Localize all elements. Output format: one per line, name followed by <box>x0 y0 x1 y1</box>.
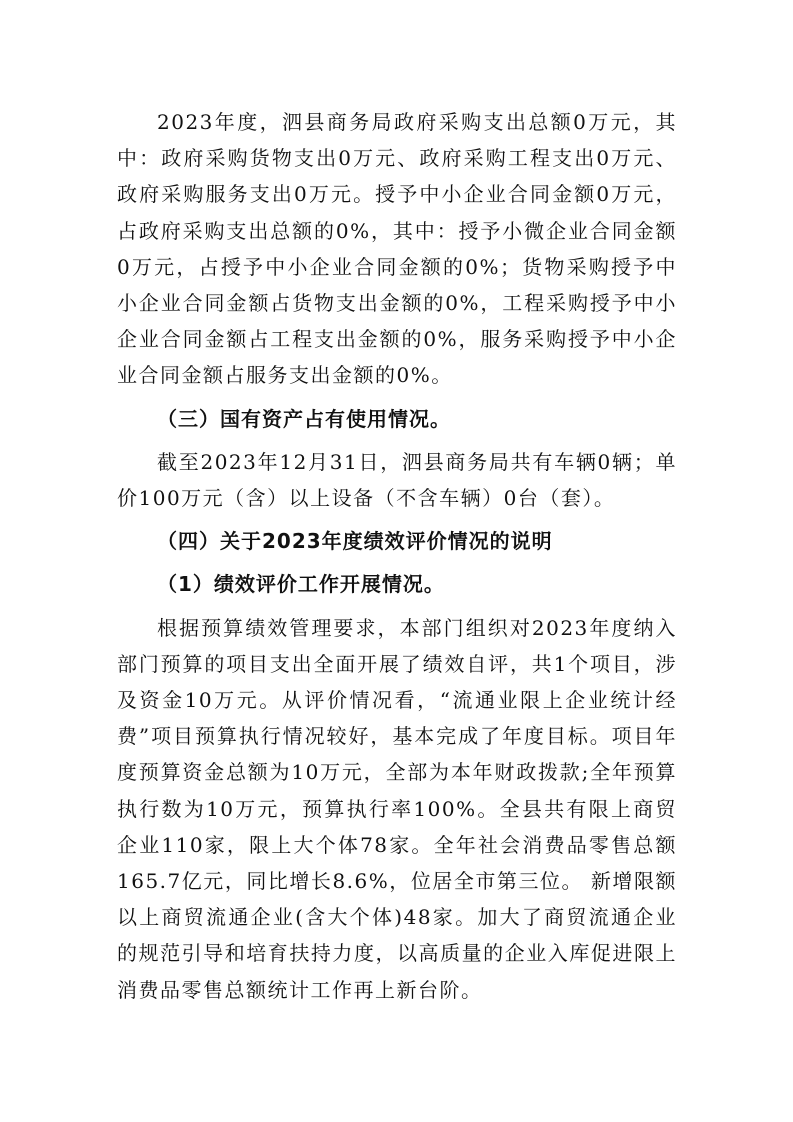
heading-state-assets: （三）国有资产占有使用情况。 <box>157 406 451 431</box>
paragraph-evaluation-details: 根据预算绩效管理要求，本部门组织对2023年度纳入部门预算的项目支出全面开展了绩效自评，共1个项目，涉及资金10万元。从评价情况看，“流通业限上企业统计经费”项目预算执行情况较好，基本完成了年度目标。项目年度预算资金总额为10万元，全部为本年财政拨款;全年预算执行数为10万元，预算执行率100%。全县共有限上商贸企业110家，限上大个体78家。全年社会消费品零售总额165.7亿元，同比增长8.6%，位居全市第三位。 新增限额以上商贸流通企业(含大个体)48家。加大了商贸流通企业的规范引导和培育扶持力度，以高质量的企业入库促进限上消费品零售总额统计工作再上新台阶。 <box>117 615 677 1002</box>
paragraph-assets: 截至2023年12月31日，泗县商务局共有车辆0辆；单价100万元（含）以上设备（不含车辆）0台（套）。 <box>117 449 677 511</box>
document-body <box>117 104 677 1008</box>
heading-performance-evaluation: （四）关于2023年度绩效评价情况的说明 <box>157 529 553 554</box>
paragraph-procurement: 2023年度，泗县商务局政府采购支出总额0万元，其中：政府采购货物支出0万元、政府采购工程支出0万元、政府采购服务支出0万元。授予中小企业合同金额0万元，占政府采购支出总额的0%，其中：授予小微企业合同金额0万元，占授予中小企业合同金额的0%；货物采购授予中小企业合同金额占货物支出金额的0%，工程采购授予中小企业合同金额占工程支出金额的0%，服务采购授予中小企业合同金额占服务支出金额的0%。 <box>117 110 677 388</box>
heading-evaluation-work: （1）绩效评价工作开展情况。 <box>157 572 445 597</box>
